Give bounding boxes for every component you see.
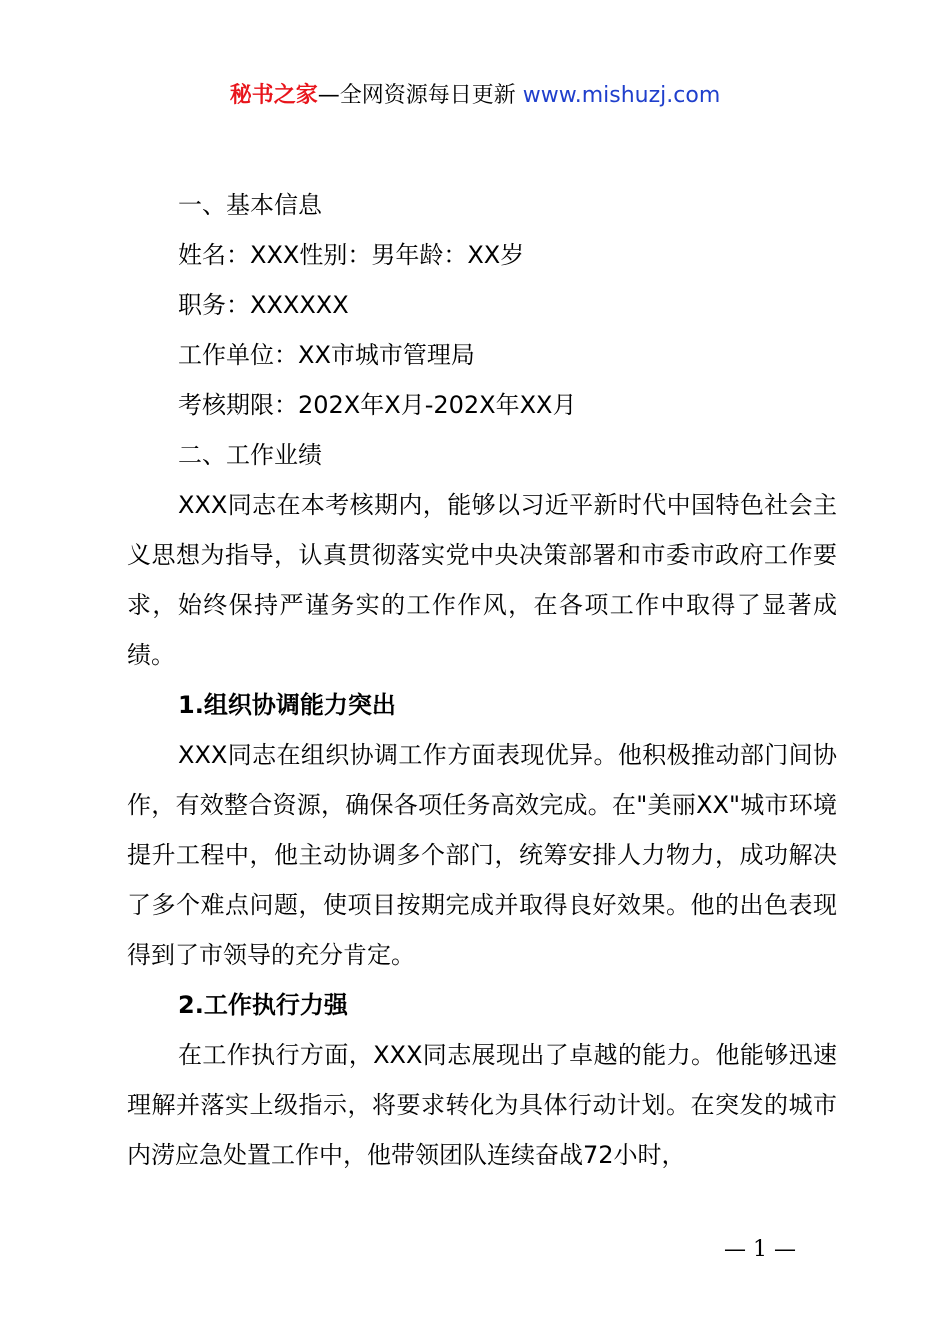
body-paragraph: XXX同志在本考核期内，能够以习近平新时代中国特色社会主义思想为指导，认真贯彻落实党中央决策部署和市委市政府工作要求，始终保持严谨务实的工作作风，在各项工作中取得了显著成绩。 (127, 491, 837, 669)
page-number: — 1 — (724, 1237, 796, 1262)
info-line-unit: 工作单位：XX市城市管理局 (178, 341, 475, 369)
subheading-coordination: 1.组织协调能力突出 (178, 691, 396, 719)
document-body (127, 180, 837, 1180)
body-paragraph: 在工作执行方面，XXX同志展现出了卓越的能力。他能够迅速理解并落实上级指示，将要求转化为具体行动计划。在突发的城市内涝应急处置工作中，他带领团队连续奋战72小时， (127, 1041, 837, 1169)
info-line-position: 职务：XXXXXX (178, 291, 349, 319)
header-slogan: —全网资源每日更新 (317, 83, 523, 108)
subheading-execution: 2.工作执行力强 (178, 991, 348, 1019)
brand-name: 秘书之家 (229, 83, 318, 108)
body-paragraph: XXX同志在组织协调工作方面表现优异。他积极推动部门间协作，有效整合资源，确保各项任务高效完成。在"美丽XX"城市环境提升工程中，他主动协调多个部门，统筹安排人力物力，成功解决了多个难点问题，使项目按期完成并取得良好效果。他的出色表现得到了市领导的充分肯定。 (127, 741, 837, 969)
header-url-link[interactable]: www.mishuzj.com (522, 83, 721, 108)
section-heading-basic-info: 一、基本信息 (178, 191, 322, 219)
info-line-name: 姓名：XXX性别：男年龄：XX岁 (178, 241, 525, 269)
page-header (0, 80, 950, 112)
info-line-period: 考核期限：202X年X月-202X年XX月 (178, 391, 577, 419)
section-heading-performance: 二、工作业绩 (178, 441, 322, 469)
